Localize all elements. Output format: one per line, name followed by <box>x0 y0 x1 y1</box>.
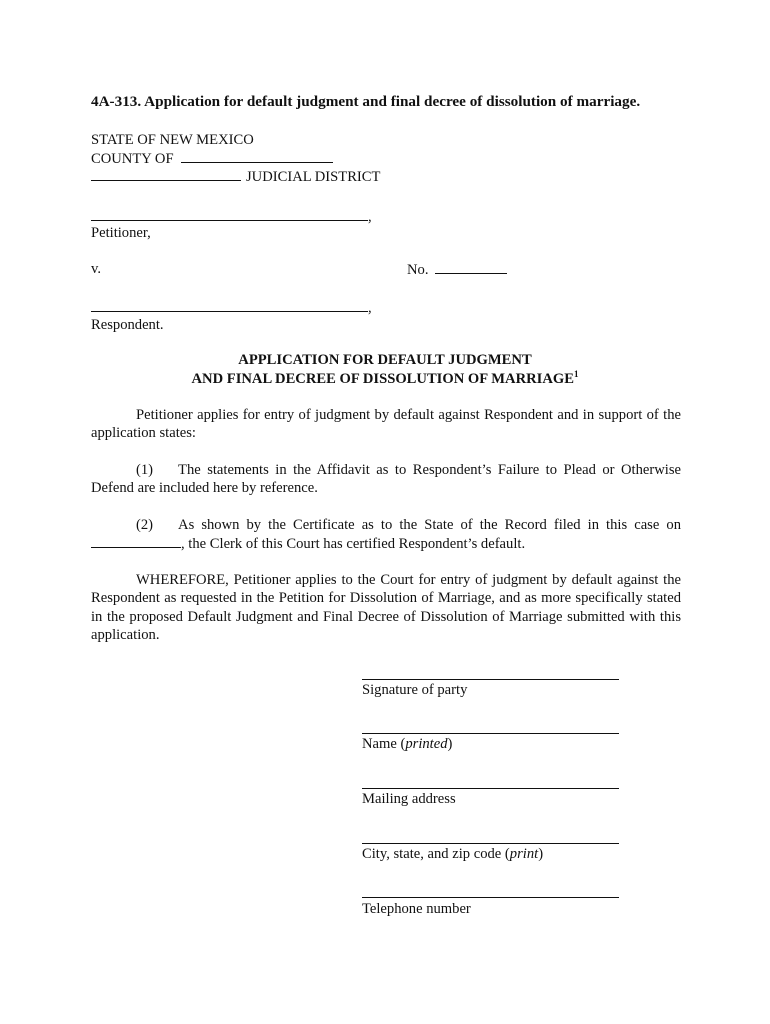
item-1-text: The statements in the Affidavit as to Respondent’s Failure to Plead or Otherwise Defend are included here by reference. <box>91 462 681 497</box>
document-title-line1: APPLICATION FOR DEFAULT JUDGMENT <box>238 352 532 368</box>
county-label: COUNTY OF <box>91 151 174 167</box>
district-blank[interactable] <box>91 167 241 181</box>
name-line[interactable] <box>362 733 619 734</box>
city-state-zip-line[interactable] <box>362 843 619 844</box>
telephone-line[interactable] <box>362 897 619 898</box>
intro-paragraph: Petitioner applies for entry of judgment by default against Respondent and in support of the application states: <box>91 407 681 442</box>
case-number-line <box>407 260 507 279</box>
telephone-label: Telephone number <box>362 901 471 917</box>
petitioner-blank[interactable] <box>91 207 368 221</box>
petitioner-label: Petitioner, <box>91 225 151 241</box>
mailing-address-line[interactable] <box>362 788 619 789</box>
county-line <box>91 149 333 168</box>
respondent-blank[interactable] <box>91 298 368 312</box>
district-label: JUDICIAL DISTRICT <box>246 169 381 185</box>
petitioner-name-line: , <box>91 207 372 226</box>
signature-line[interactable] <box>362 679 619 680</box>
versus-label: v. <box>91 261 101 277</box>
item-1-paragraph <box>91 461 681 498</box>
case-number-label: No. <box>407 262 429 278</box>
wherefore-paragraph: WHEREFORE, Petitioner applies to the Court for entry of judgment by default against the Respondent as requested in the Petition for Dissolution of Marriage, and as more specifically stated in the proposed Default Judgment and Final Decree of Dissolution of Marriage submitted with this application. <box>91 572 681 643</box>
footnote-mark: 1 <box>573 369 579 380</box>
document-title-line2: AND FINAL DECREE OF DISSOLUTION OF MARRIAGE$^1$ <box>191 369 579 387</box>
name-label: Name (printed) <box>362 736 453 752</box>
state-line: STATE OF NEW MEXICO <box>91 132 254 148</box>
item-1-number: (1) <box>136 462 154 478</box>
case-number-blank[interactable] <box>435 260 507 274</box>
rule-heading: 4A-313. Application for default judgment and final decree of dissolution of marriage. <box>91 93 641 110</box>
district-line <box>91 167 380 186</box>
filed-date-blank[interactable] <box>91 534 181 548</box>
county-blank[interactable] <box>181 149 333 163</box>
item-2-number: (2) <box>136 517 154 533</box>
city-state-zip-label: City, state, and zip code (print) <box>362 846 544 862</box>
item-2-paragraph: (2) As shown by the Certificate as to the State of the Record filed in this case on , the Clerk of this Court has certified Respondent’s default. <box>91 516 681 554</box>
mailing-address-label: Mailing address <box>362 791 456 807</box>
respondent-name-line: , <box>91 298 372 317</box>
respondent-label: Respondent. <box>91 317 164 333</box>
signature-label: Signature of party <box>362 682 468 698</box>
